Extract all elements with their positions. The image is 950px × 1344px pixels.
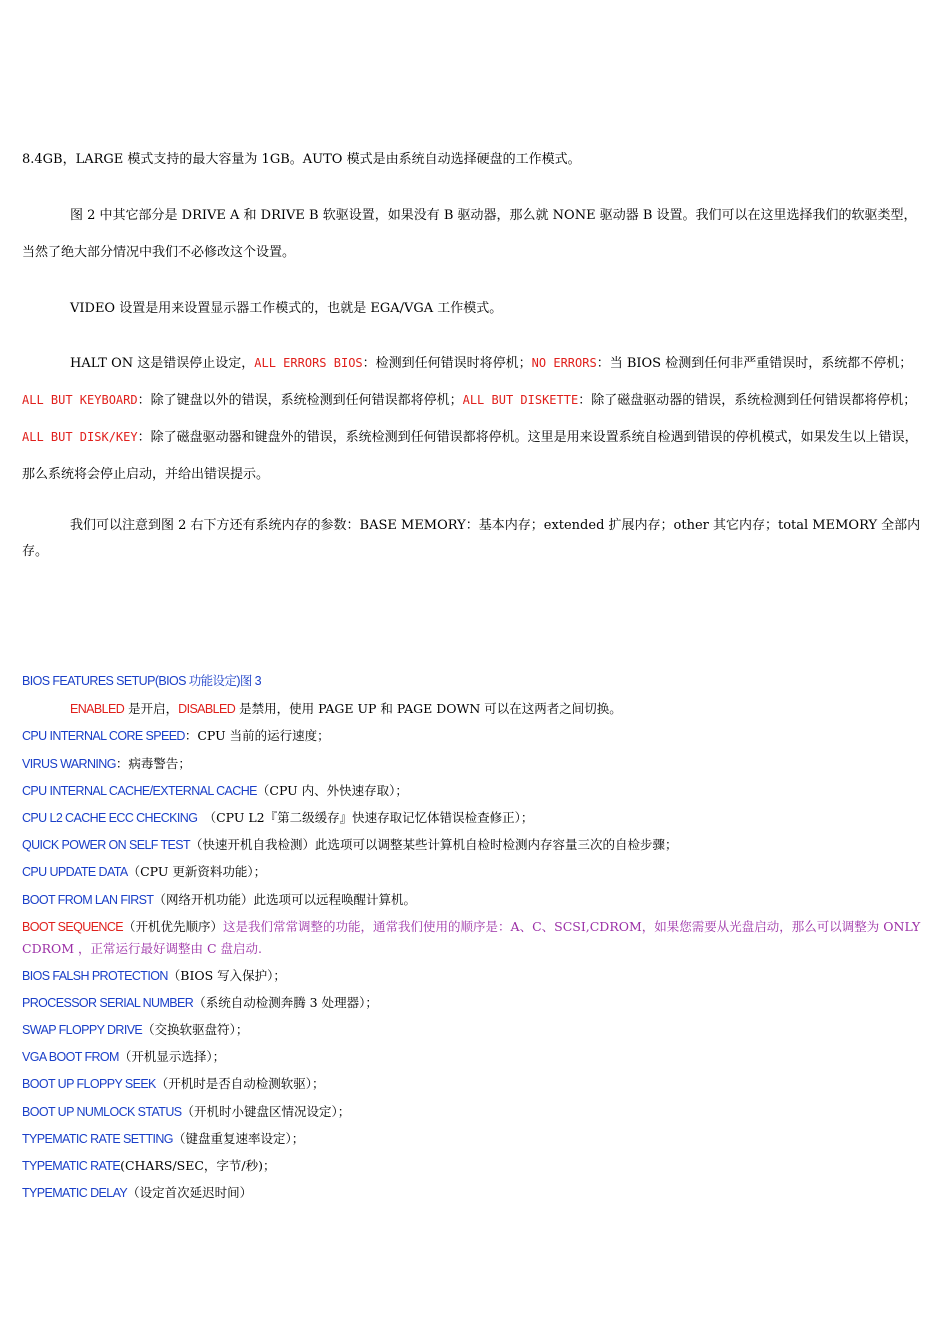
item-desc: （CPU 更新资料功能）； [127, 864, 267, 880]
list-item [22, 777, 932, 804]
list-item [22, 1098, 932, 1125]
item-desc: ：病毒警告； [115, 755, 191, 771]
list-item [22, 1125, 932, 1152]
list-item [22, 1179, 932, 1206]
paragraph-text: VIDEO 设置是用来设置显示器工作模式的，也就是 EGA/VGA 工作模式。 [70, 301, 503, 316]
list-item [22, 750, 932, 777]
item-desc: ：CPU 当前的运行速度； [184, 728, 330, 744]
boot-sequence-desc: （开机优先顺序） [123, 918, 224, 934]
item-term: VGA BOOT FROM [22, 1050, 119, 1065]
item-desc: （开机时是否自动检测软驱）； [155, 1076, 325, 1092]
enabled-desc: 是开启， [124, 701, 179, 717]
item-term: TYPEMATIC RATE SETTING [22, 1131, 173, 1146]
paragraph-video [22, 290, 926, 327]
option-all-but-diskette: ALL BUT DISKETTE [462, 393, 579, 407]
item-desc: (CHARS/SEC，字节/秒)； [120, 1158, 276, 1173]
item-term: BOOT UP FLOPPY SEEK [22, 1077, 156, 1092]
feature-items-group-2 [22, 962, 932, 1207]
item-term: BIOS FALSH PROTECTION [22, 968, 168, 983]
item-desc: （交换软驱盘符）； [142, 1022, 249, 1038]
item-desc: （开机时小键盘区情况设定）； [181, 1103, 351, 1119]
option-all-but-keyboard: ALL BUT KEYBOARD [22, 393, 138, 407]
list-item [22, 831, 932, 858]
paragraph-drive-modes [22, 141, 926, 178]
paragraph-text: ：当 BIOS 检测到任何非严重错误时，系统都不停机； [596, 356, 913, 371]
paragraph-memory [22, 513, 926, 565]
list-item [22, 1070, 932, 1097]
enabled-term: ENABLED [70, 702, 125, 717]
item-term: CPU INTERNAL CACHE/EXTERNAL CACHE [22, 783, 257, 798]
section-heading: BIOS FEATURES SETUP(BIOS 功能设定)图 3 [22, 674, 262, 688]
item-term: VIRUS WARNING [22, 756, 116, 771]
paragraph-text: ：除了磁盘驱动器和键盘外的错误，系统检测到任何错误都将停机。这里是用来设置系统自检遇到错误的停机模式，如果发生以上错误，那么系统将会停止启动，并给出错误提示。 [22, 430, 918, 482]
paragraph-text: ：检测到任何错误时将停机； [362, 356, 532, 371]
option-all-but-disk-key: ALL BUT DISK/KEY [22, 430, 138, 444]
item-term: BOOT UP NUMLOCK STATUS [22, 1104, 182, 1119]
list-item [22, 1043, 932, 1070]
list-item [22, 886, 932, 913]
paragraph-text: ：除了键盘以外的错误，系统检测到任何错误都将停机； [137, 393, 463, 408]
list-item [22, 858, 932, 885]
paragraph-text: 我们可以注意到图 2 右下方还有系统内存的参数：BASE MEMORY：基本内存；extended 扩展内存；other 其它内存；total MEMORY 全部内存。 [22, 518, 921, 559]
boot-sequence-note: 这是我们常常调整的功能，通常我们使用的顺序是：A、C、SCSI,CDROM，如果您需要从光盘启动，那么可以调整为 ONLY CDROM ，正常运行最好调整由 C 盘启动. [22, 918, 921, 956]
list-item [22, 1016, 932, 1043]
paragraph-text: 8.4GB，LARGE 模式支持的最大容量为 1GB。AUTO 模式是由系统自动选择硬盘的工作模式。 [22, 152, 581, 167]
item-desc: （快速开机自我检测）此选项可以调整某些计算机自检时检测内存容量三次的自检步骤； [190, 837, 678, 853]
boot-sequence-term: BOOT SEQUENCE [22, 919, 124, 934]
item-term: PROCESSOR SERIAL NUMBER [22, 995, 194, 1010]
paragraph-floppy [22, 197, 926, 271]
item-term: CPU INTERNAL CORE SPEED [22, 729, 185, 744]
item-desc: （设定首次延迟时间） [127, 1185, 253, 1201]
paragraph-text: ：除了磁盘驱动器的错误，系统检测到任何错误都将停机； [578, 393, 917, 408]
item-term: CPU L2 CACHE ECC CHECKING [22, 810, 198, 825]
option-all-errors: ALL ERRORS BIOS [254, 356, 363, 370]
boot-sequence-item [22, 913, 932, 962]
disabled-term: DISABLED [178, 702, 236, 717]
item-desc: （网络开机功能）此选项可以远程唤醒计算机。 [153, 891, 416, 907]
item-term: BOOT FROM LAN FIRST [22, 892, 154, 907]
option-no-errors: NO ERRORS [531, 356, 597, 370]
item-desc: （系统自动检测奔腾 3 处理器）； [193, 994, 378, 1010]
paragraph-halt-on [22, 345, 926, 493]
list-item [22, 1152, 932, 1179]
list-item [22, 804, 932, 831]
item-term: TYPEMATIC DELAY [22, 1186, 128, 1201]
list-item [22, 962, 932, 989]
paragraph-text: HALT ON 这是错误停止设定， [70, 356, 255, 371]
item-term: QUICK POWER ON SELF TEST [22, 838, 191, 853]
feature-items-group [22, 722, 932, 912]
enabled-disabled-note [22, 695, 932, 722]
item-desc: （键盘重复速率设定）； [172, 1130, 305, 1146]
bios-features-list [22, 668, 932, 1206]
list-item [22, 989, 932, 1016]
list-item [22, 722, 932, 749]
item-term: TYPEMATIC RATE [22, 1159, 121, 1173]
item-desc: （BIOS 写入保护）； [167, 967, 286, 983]
disabled-desc: 是禁用，使用 PAGE UP 和 PAGE DOWN 可以在这两者之间切换。 [235, 701, 622, 717]
item-desc: （CPU 内、外快速存取）； [256, 782, 408, 798]
item-desc: （CPU L2『第二级缓存』快速存取记忆体错误检查修正）； [197, 809, 534, 825]
paragraph-text: 图 2 中其它部分是 DRIVE A 和 DRIVE B 软驱设置，如果没有 B 驱动器，那么就 NONE 驱动器 B 设置。我们可以在这里选择我们的软驱类型，当然了绝大部分情况中我们不必修改这个设置。 [22, 208, 917, 260]
item-term: CPU UPDATE DATA [22, 865, 128, 880]
item-term: SWAP FLOPPY DRIVE [22, 1023, 143, 1038]
item-desc: （开机显示选择）； [118, 1049, 226, 1065]
